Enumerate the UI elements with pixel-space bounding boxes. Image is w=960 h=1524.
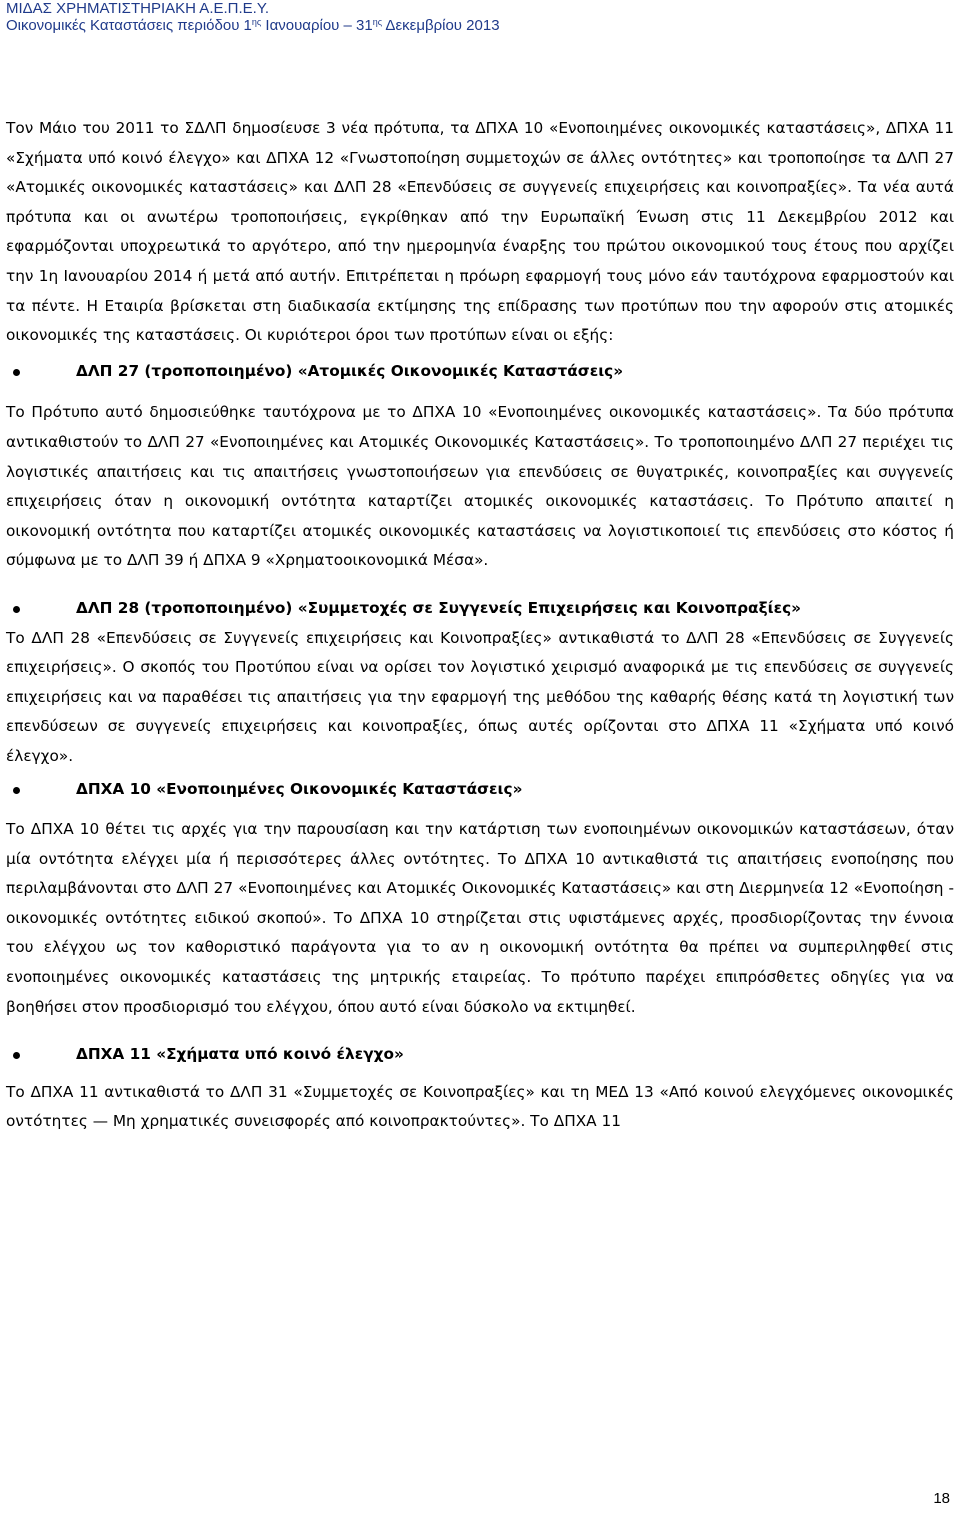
document-body [6,114,954,1137]
company-name: ΜΙΔΑΣ ΧΡΗΜΑΤΙΣΤΗΡΙΑΚΗ Α.Ε.Π.Ε.Υ. [6,0,270,17]
section-body-ifrs10: Το ΔΠΧΑ 10 θέτει τις αρχές για την παρουσίαση και την κατάρτιση των ενοποιημένων οικονομικών καταστάσεων, όταν μία οντότητα ελέγχει μία ή περισσότερες άλλες οντότητες. Το ΔΠΧΑ 10 αντικαθιστά τις απαιτήσεις ενοποίησης που περιλαμβάνονται στο ΔΛΠ 27 «Ενοποιημένες και Ατομικές Οικονομικές Καταστάσεις» και στη Διερμηνεία 12 «Ενοποίηση - οικονομικές οντότητες ειδικού σκοπού». Το ΔΠΧΑ 10 στηρίζεται στις υφιστάμενες αρχές, προσδιορίζοντας την έννοια του ελέγχου ως τον καθοριστικό παράγοντα για το αν η οικονομική οντότητα θα πρέπει να συμπεριληφθεί στις ενοποιημένες οικονομικές καταστάσεις της μητρικής εταιρείας. Το πρότυπο παρέχει επιπρόσθετες οδηγίες για να βοηθήσει στον προσδιορισμό του ελέγχου, όπου αυτό είναι δύσκολο να εκτιμηθεί. [6,820,954,1016]
bullet-icon [13,787,20,794]
bullet-icon [13,606,20,613]
section-body-ias28: Το ΔΛΠ 28 «Επενδύσεις σε Συγγενείς επιχειρήσεις και Κοινοπραξίες» αντικαθιστά το ΔΛΠ 28 «Επενδύσεις σε Συγγενείς επιχειρήσεις». Ο σκοπός του Προτύπου είναι να ορίσει τον λογιστικό χειρισμό αναφορικά με τις επενδύσεις σε συγγενείς επιχειρήσεις και να παραθέσει τις απαιτήσεις για την εφαρμογή της μεθόδου της καθαρής θέσης κατά τη λογιστική των επενδύσεων σε συγγενείς επιχειρήσεις και κοινοπραξίες, όπως αυτές ορίζονται στο ΔΠΧΑ 11 «Σχήματα υπό κοινό έλεγχο». [6,628,954,765]
bullet-icon [13,369,20,376]
document-header [6,0,954,34]
page-number: 18 [933,1490,950,1507]
section-heading-ias28: ΔΛΠ 28 (τροποποιημένο) «Συμμετοχές σε Συγγενείς Επιχειρήσεις και Κοινοπραξίες» [6,594,954,624]
intro-paragraph: Τον Μάιο του 2011 το ΣΔΛΠ δημοσίευσε 3 νέα πρότυπα, τα ΔΠΧΑ 10 «Ενοποιημένες οικονομικές καταστάσεις», ΔΠΧΑ 11 «Σχήματα υπό κοινό έλεγχο» και ΔΠΧΑ 12 «Γνωστοποίηση συμμετοχών σε άλλες οντότητες» και τροποποίησε τα ΔΛΠ 27 «Ατομικές οικονομικές καταστάσεις» και ΔΛΠ 28 «Επενδύσεις σε συγγενείς επιχειρήσεις και κοινοπραξίες». Τα νέα αυτά πρότυπα και οι ανωτέρω τροποποιήσεις, εγκρίθηκαν από την Ευρωπαϊκή Ένωση στις 11 Δεκεμβρίου 2012 και εφαρμόζονται υποχρεωτικά το αργότερο, από την ημερομηνία έναρξης του πρώτου οικονομικού τους έτους που αρχίζει την 1η Ιανουαρίου 2014 ή μετά από αυτήν. Επιτρέπεται η πρόωρη εφαρμογή τους μόνο εάν ταυτόχρονα εφαρμοστούν και τα πέντε. Η Εταιρία βρίσκεται στη διαδικασία εκτίμησης της επίδρασης των προτύπων που την αφορούν στις ατομικές οικονομικές της καταστάσεις. Οι κυριότεροι όροι των προτύπων είναι οι εξής: [6,119,954,345]
section-body-ias27: Το Πρότυπο αυτό δημοσιεύθηκε ταυτόχρονα με το ΔΠΧΑ 10 «Ενοποιημένες οικονομικές καταστάσεις». Τα δύο πρότυπα αντικαθιστούν το ΔΛΠ 27 «Ενοποιημένες και Ατομικές Οικονομικές Καταστάσεις». Το τροποποιημένο ΔΛΠ 27 περιέχει τις λογιστικές απαιτήσεις και τις απαιτήσεις γνωστοποιήσεων για επενδύσεις σε θυγατρικές, κοινοπραξίες και συγγενείς επιχειρήσεις όταν η οικονομική οντότητα καταρτίζει ατομικές οικονομικές καταστάσεις. Το Πρότυπο απαιτεί η οικονομική οντότητα που καταρτίζει ατομικές οικονομικές καταστάσεις να λογιστικοποιεί τις επενδύσεις στο κόστος ή σύμφωνα με το ΔΛΠ 39 ή ΔΠΧΑ 9 «Χρηματοοικονομικά Μέσα». [6,403,954,570]
section-body-ifrs11: Το ΔΠΧΑ 11 αντικαθιστά το ΔΛΠ 31 «Συμμετοχές σε Κοινοπραξίες» και τη ΜΕΔ 13 «Από κοινού ελεγχόμενες οικονομικές οντότητες — Μη χρηματικές συνεισφορές από κοινοπρακτούντες». Το ΔΠΧΑ 11 [6,1082,954,1131]
section-heading-ifrs11: ΔΠΧΑ 11 «Σχήματα υπό κοινό έλεγχο» [6,1040,954,1070]
statement-period: Οικονομικές Καταστάσεις περιόδου $1^{\eta\varsigma}$ Ιανουαρίου – $31^{\eta\varsigma}$ Δεκεμβρίου 2013 [6,17,500,34]
section-heading-ifrs10: ΔΠΧΑ 10 «Ενοποιημένες Οικονομικές Καταστάσεις» [6,775,954,805]
bullet-icon [13,1052,20,1059]
section-heading-ias27: ΔΛΠ 27 (τροποποιημένο) «Ατομικές Οικονομικές Καταστάσεις» [6,357,954,387]
